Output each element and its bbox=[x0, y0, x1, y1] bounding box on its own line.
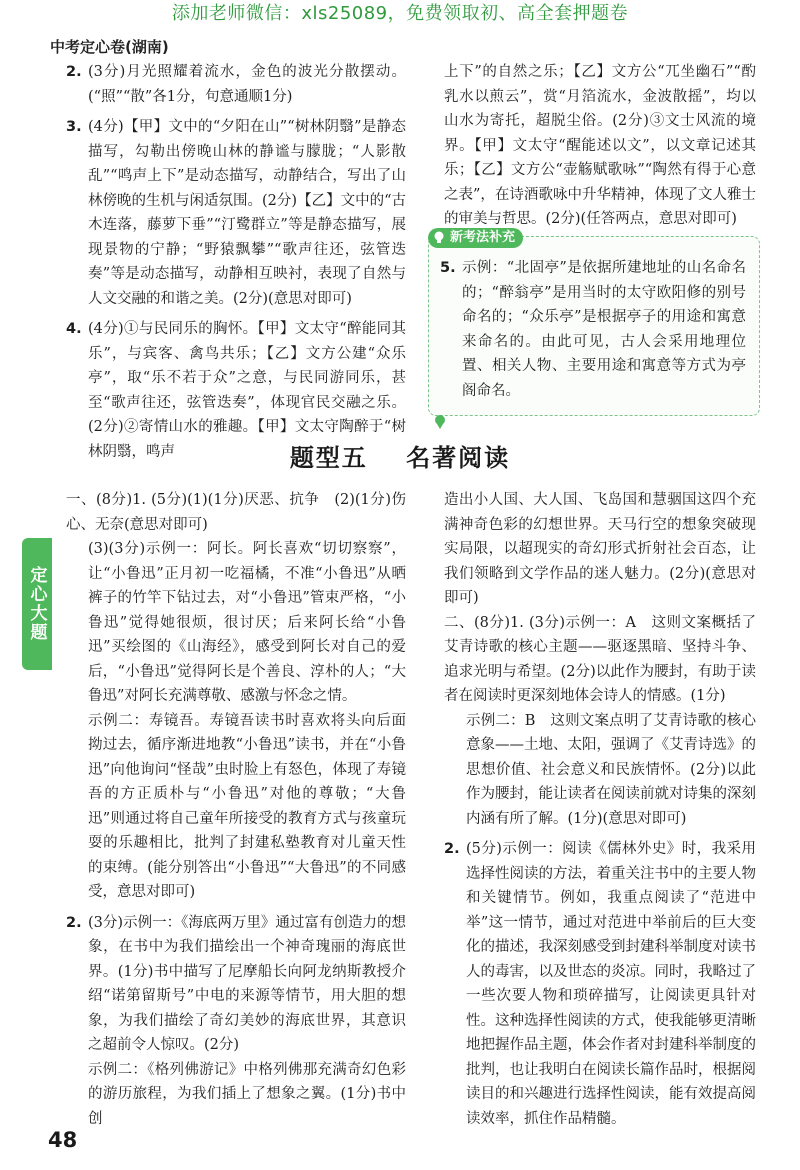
answer-item-2b bbox=[66, 911, 406, 1132]
item-number: 2. bbox=[444, 841, 460, 857]
section-title-part2: 名著阅读 bbox=[406, 444, 511, 472]
item-text: (4分)①与民同乐的胸怀。【甲】文太守“醉能同其乐”，与宾客、禽鸟共乐；【乙】文方公建“众乐亭”，取“乐不若于众”之意，与民同游同乐，甚至“歌声往还，弦管迭奏”，体现官民交融之乐。(2分)②寄情山水的雅趣。【甲】文太守陶醉于“树林阴翳，鸣声 bbox=[88, 321, 406, 460]
section-title-part1: 题型五 bbox=[289, 444, 368, 472]
item-number: 5. bbox=[440, 260, 456, 276]
bottom-left-column bbox=[66, 488, 406, 1137]
side-tab bbox=[22, 538, 52, 670]
continuation-text-2: 造出小人国、大人国、飞岛国和慧骃国这四个充满神奇色彩的幻想世界。天马行空的想象突破现实局限，以超现实的奇幻形式折射社会百态，让我们领略到文学作品的迷人魅力。(2分)(意思对即可) bbox=[444, 492, 756, 606]
item-text: (3分)示例一：《海底两万里》通过富有创造力的想象，在书中为我们描绘出一个神奇瑰丽的海底世界。(1分)书中描写了尼摩船长向阿龙纳斯教授介绍“诺第留斯号”中电的来源等情节，用大胆的想象，为我们描绘了奇幻美妙的海底世界，其意识之超前令人惊叹。(2分) bbox=[88, 914, 406, 1053]
item-number: 4. bbox=[66, 321, 82, 337]
side-tab-label: 定心大题 bbox=[26, 566, 47, 642]
bottom-right-column bbox=[444, 488, 756, 1137]
tip-label bbox=[428, 228, 523, 248]
top-left-column bbox=[66, 60, 406, 470]
answer-item-3 bbox=[66, 115, 406, 311]
q1-head: 一、(8分)1. (5分)(1)(1分)厌恶、抗争 (2)(1分)伤心、无奈(意思对即可) bbox=[66, 492, 406, 533]
answer-item-2 bbox=[66, 60, 406, 109]
item-text: (3分)月光照耀着流水，金色的波光分散摆动。(“照”“散”各1分，句意通顺1分) bbox=[88, 64, 406, 105]
item-text: 示例：“北固亭”是依据所建地址的山名命名的；“醉翁亭”是用当时的太守欧阳修的别号命名的；“众乐亭”是根据亭子的用途和寓意来命名的。由此可见，古人会采用地理位置、相关人物、主要用途和寓意等方式为亭阁命名。 bbox=[462, 260, 746, 399]
item-text: (4分)【甲】文中的“夕阳在山”“树林阴翳”是静态描写，勾勒出傍晚山林的静谧与朦胧；“人影散乱”“鸣声上下”是动态描写，动静结合，写出了山林傍晚的生机与闲适氛围。(2分)【乙】文中的“古木连落，藤萝下垂”“汀鹭群立”等是静态描写，展现景物的宁静；“野猿飘攀”“歌声往还，弦管迭奏”等是动态描写，动静相互映衬，表现了自然与人文交融的和谐之美。(2分)(意思对即可) bbox=[88, 119, 406, 307]
tip-content bbox=[440, 256, 746, 409]
page-number: 48 bbox=[48, 1128, 78, 1152]
item-number: 3. bbox=[66, 119, 82, 135]
top-banner: 添加老师微信：xls25089，免费领取初、高全套押题卷 bbox=[171, 3, 629, 24]
item-number: 2. bbox=[66, 64, 82, 80]
answer-item-5 bbox=[440, 256, 746, 403]
q2-example2: 示例二：B 这则文案点明了艾青诗歌的核心意象——土地、太阳，强调了《艾青诗选》的思想价值、社会意义和民族情怀。(2分)以此作为腰封，能让读者在阅读前就对诗集的深刻内涵有所了解。(1分)(意思对即可) bbox=[466, 712, 756, 827]
item-number: 2. bbox=[66, 914, 82, 931]
pin-icon bbox=[433, 414, 447, 430]
tip-label-text: 新考法补充 bbox=[450, 230, 516, 245]
q1-part3: (3)(3分)示例一：阿长。阿长喜欢“切切察察”，让“小鲁迅”正月初一吃福橘，不准“小鲁迅”从晒裤子的竹竿下钻过去，对“小鲁迅”管束严格，“小鲁迅”觉得她很烦，很讨厌；后来阿长给“小鲁迅”买绘图的《山海经》，感受到阿长对自己的爱后，“小鲁迅”觉得阿长是个善良、淳朴的人；“大鲁迅”对阿长充满尊敬、感激与怀念之情。 bbox=[88, 541, 406, 704]
header-title: 中考定心卷(湖南) bbox=[50, 38, 169, 56]
q1-part3-example2: 示例二：寿镜吾。寿镜吾读书时喜欢将头向后面拗过去，循序渐进地教“小鲁迅”读书，并在“小鲁迅”向他询问“怪哉”虫时脸上有怒色，体现了寿镜吾的方正质朴与“小鲁迅”对他的尊敬；“大鲁迅”则通过将自己童年所接受的教育方式与孩童玩耍的乐趣相比，批判了封建私塾教育对儿童天性的束缚。(能分别答出“小鲁迅”“大鲁迅”的不同感受，意思对即可) bbox=[88, 712, 406, 900]
item-text: (5分)示例一：阅读《儒林外史》时，我采用选择性阅读的方法，着重关注书中的主要人物和关键情节。例如，我重点阅读了“范进中举”这一情节，通过对范进中举前后的巨大变化的描述，我深刻感受到封建科举制度对读书人的毒害，以及世态的炎凉。同时，我略过了一些次要人物和琐碎描写，让阅读更具针对性。这种选择性阅读的方式，使我能够更清晰地把握作品主题，体会作者对封建科举制度的批判，也让我明白在阅读长篇作品时，根据阅读目的和兴趣进行选择性阅读，能有效提高阅读效率，抓住作品精髓。 bbox=[466, 841, 756, 1127]
top-right-column bbox=[444, 60, 756, 232]
item-text-example2: 示例二：《格列佛游记》中格列佛那充满奇幻色彩的游历旅程，为我们插上了想象之翼。(1分)书中创 bbox=[88, 1061, 406, 1127]
q2-head: 二、(8分)1. (3分)示例一：A 这则文案概括了艾青诗歌的核心主题——驱逐黑暗、坚持斗争、追求光明与希望。(2分)以此作为腰封，有助于读者在阅读时更深刻地体会诗人的情感。(1分) bbox=[444, 614, 756, 704]
section-title bbox=[0, 438, 800, 473]
continuation-text: 上下”的自然之乐；【乙】文方公“兀坐幽石”“酌乳水以煎云”，赏“月箔流水，金波散摇”，均以山水为寄托，超脱尘俗。(2分)③文士风流的境界。【甲】文太守“醒能述以文”，以文章记述其乐；【乙】文方公“壶觞赋歌咏”“陶然有得于心意之表”，在诗酒歌咏中升华精神，体现了文人雅士的审美与哲思。(2分)(任答两点，意思对即可) bbox=[444, 64, 756, 227]
answer-item-2-2 bbox=[444, 837, 756, 1131]
bulb-icon bbox=[433, 231, 445, 245]
